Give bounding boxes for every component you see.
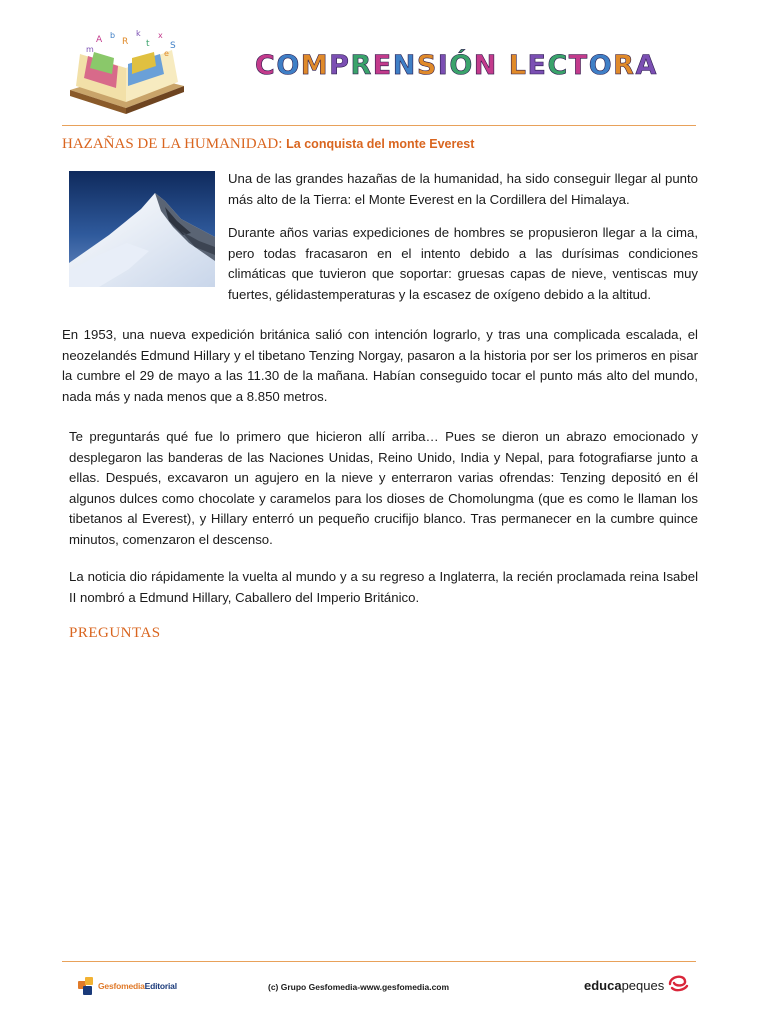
everest-photo: [69, 171, 215, 287]
svg-text:m: m: [86, 45, 94, 54]
paragraph-4: Te preguntarás qué fue lo primero que hicieron allí arriba… Pues se dieron un abrazo emocionado y desplegaron las banderas de las Naciones Unidas, Reino Unido, India y Nepal, para fotografiarse junto a ellas. Después, excavaron un agujero en la nieve y enterraron varias ofrendas: Tenzing depositó en él algunos dulces como chocolate y caramelos para los dioses de Chomolungma (que es como le llaman los tibetanos al Everest), y Hillary enterró un pequeño crucifijo blanco. Tras permanecer en la cumbre quince minutos, comenzaron el descenso.: [69, 429, 698, 547]
book-logo-icon: [66, 28, 188, 116]
paragraph-2: Durante años varias expediciones de hombres se propusieron llegar a la cima, pero todas fracasaron en el intento debido a las durísimas condiciones climáticas que tuvieron que soportar: gruesas capas de nieve, ventiscas muy fuertes, gélidastemperaturas y la escasez de oxígeno debido a la altitud.: [228, 225, 698, 302]
educapeques-swirl-icon: [666, 970, 690, 994]
section-heading-subtitle: La conquista del monte Everest: [286, 137, 475, 151]
section-heading: [62, 136, 474, 153]
svg-text:S: S: [170, 41, 176, 51]
svg-text:R: R: [122, 37, 129, 47]
educapeques-wordmark-part1: educa: [584, 978, 622, 993]
gesfomedia-logo: [78, 976, 177, 996]
copyright-notice: (c) Grupo Gesfomedia-www.gesfomedia.com: [268, 982, 450, 992]
gesfomedia-wordmark: [98, 981, 177, 991]
svg-text:b: b: [110, 31, 116, 40]
header-divider: [62, 125, 696, 126]
gesfomedia-mark-icon: [78, 977, 94, 995]
paragraph-3: En 1953, una nueva expedición británica salió con intención lograrlo, y tras una complicada escalada, el neozelandés Edmund Hillary y el tibetano Tenzing Norgay, pasaron a la historia por ser los primeros en pisar la cumbre el 29 de mayo a las 11.30 de la mañana. Habían conseguido tocar el punto más alto del mundo, nada más y nada menos que a 8.850 metros.: [62, 327, 698, 404]
paragraph-5: La noticia dio rápidamente la vuelta al mundo y a su regreso a Inglaterra, la recién proclamada reina Isabel II nombró a Edmund Hillary, Caballero del Imperio Británico.: [69, 569, 698, 605]
gesfomedia-wordmark-part2: Editorial: [144, 981, 177, 991]
educapeques-wordmark: [584, 978, 664, 993]
svg-text:t: t: [146, 39, 150, 49]
gesfomedia-wordmark-part1: Gesfomedia: [98, 981, 145, 991]
worksheet-title: COMPRENSIÓN LECTORA: [255, 50, 658, 81]
questions-heading: PREGUNTAS: [69, 625, 161, 641]
section-heading-title: HAZAÑAS DE LA HUMANIDAD:: [62, 136, 283, 152]
svg-text:A: A: [96, 35, 103, 45]
educapeques-wordmark-part2: peques: [621, 978, 665, 993]
footer-divider: [62, 961, 696, 962]
paragraph-1: Una de las grandes hazañas de la humanidad, ha sido conseguir llegar al punto más alto de la Tierra: el Monte Everest en la Cordillera del Himalaya.: [228, 171, 698, 207]
svg-text:k: k: [136, 29, 141, 38]
svg-text:x: x: [158, 31, 163, 40]
svg-text:e: e: [164, 49, 169, 58]
